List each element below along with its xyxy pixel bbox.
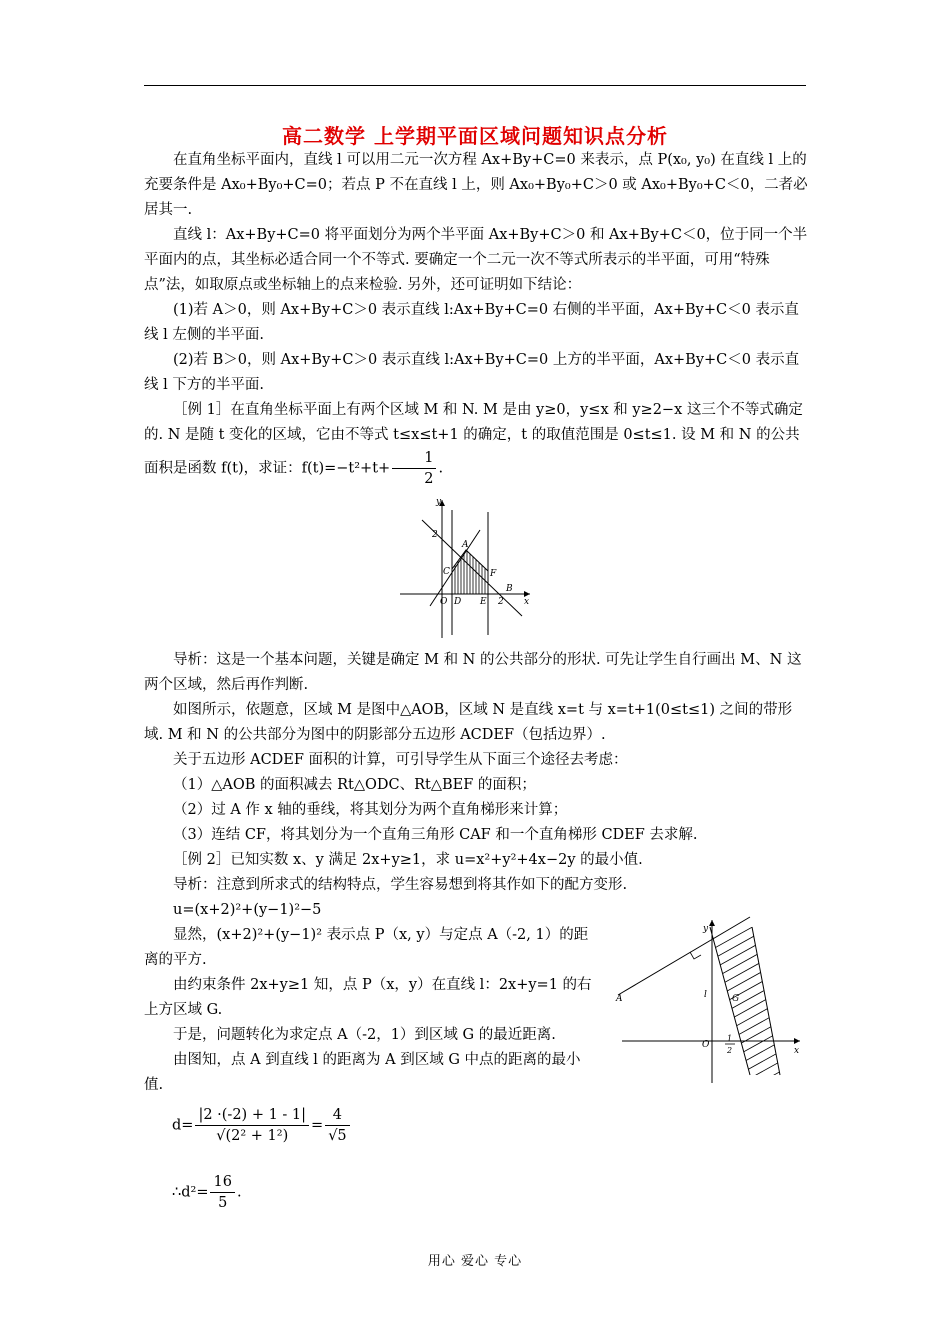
point-D: D (454, 597, 462, 607)
distance-meaning: 显然，(x+2)²+(y−1)² 表示点 P（x, y）与定点 A（-2, 1）的距离的平方. (144, 927, 589, 968)
method-2: （2）过 A 作 x 轴的垂线，将其划分为两个直角梯形来计算； (173, 802, 568, 818)
figure-1-diagram (400, 490, 540, 640)
tick-half-den: 2 (727, 1046, 733, 1055)
example-2-analysis: 导析：注意到所求式的结构特点，学生容易想到将其作如下的配方变形. (173, 877, 628, 893)
example-1-paragraph: ［例 1］在直角坐标平面上有两个区域 M 和 N. M 是由 y≥0，y≤x 和 y≥2−x 这三个不等式确定的. N 是随 t 变化的区域，它由不等式 t≤x≤t+1 的确定，t 的取值范围是 0≤t≤1. 设 M 和 N 的公共面积是函数 f(t)，求证：f(t)=−t²+t+ $\frac{1}{2}$ . (144, 402, 803, 487)
conclusion-2: (2)若 B＞0，则 Ax+By+C＞0 表示直线 l:Ax+By+C=0 上方的半平面，Ax+By+C＜0 表示直线 l 下方的半平面. (144, 352, 800, 393)
constraint-region: 由约束条件 2x+y≥1 知，点 P（x，y）在直线 l：2x+y=1 的右上方区域 G. (144, 977, 592, 1018)
page-title: 高二数学 上学期平面区域问题知识点分析 (282, 124, 668, 148)
intro-paragraph: 在直角坐标平面内，直线 l 可以用二元一次方程 Ax+By+C=0 来表示，点 P(x₀, y₀) 在直线 l 上的充要条件是 Ax₀+By₀+C=0；若点 P 不在直线 l 上，则 Ax₀+By₀+C＞0 或 Ax₀+By₀+C＜0，二者必居其一. (144, 152, 808, 218)
method-1: （1）△AOB 的面积减去 Rt△ODC、Rt△BEF 的面积； (173, 777, 536, 793)
distance-formula: d= $\frac{|2 \cdot(-2) + 1 - 1|}{\text{√(2² + 1²)}}$ = $\frac{4}{√5}$ (172, 1105, 352, 1146)
tick-2-x: 2 (498, 597, 504, 607)
method-3: （3）连结 CF，将其划分为一个直角三角形 CAF 和一个直角梯形 CDEF 去求解. (173, 827, 698, 843)
analysis-3: 关于五边形 ACDEF 面积的计算，可引导学生从下面三个途径去考虑： (173, 752, 628, 768)
conclusion-1: (1)若 A＞0，则 Ax+By+C＞0 表示直线 l:Ax+By+C=0 右侧的半平面，Ax+By+C＜0 表示直线 l 左侧的半平面. (144, 302, 799, 343)
min-distance-note: 由图知，点 A 到直线 l 的距离为 A 到区域 G 中点的距离的最小值. (144, 1052, 581, 1093)
figure-2-diagram (612, 915, 812, 1085)
example-1-text: ［例 1］在直角坐标平面上有两个区域 M 和 N. M 是由 y≥0，y≤x 和 y≥2−x 这三个不等式确定的. N 是随 t 变化的区域，它由不等式 t≤x≤t+1 的确定，t 的取值范围是 0≤t≤1. 设 M 和 N 的公共面积是函数 f(t)，求证：f(t)=−t²+t+ (144, 402, 803, 477)
footer-text: 用心 爱心 专心 (427, 1254, 523, 1269)
distance-squared-formula: ∴d²= $\frac{16}{5}$ . (172, 1174, 242, 1211)
point-E: E (480, 597, 487, 607)
line-l-label: l (704, 990, 707, 1000)
point-A: A (462, 540, 469, 550)
u-formula: u=(x+2)²+(y−1)²−5 (173, 902, 322, 918)
axis-x-label-2: x (794, 1046, 800, 1056)
tick-2-y: 2 (432, 530, 438, 540)
header-rule (144, 85, 806, 86)
half-plane-paragraph: 直线 l：Ax+By+C=0 将平面划分为两个半平面 Ax+By+C＞0 和 Ax+By+C＜0，位于同一个半平面内的点，其坐标必适合同一个不等式. 要确定一个二元一次不等式所表示的半平面，可用“特殊点”法，如取原点或坐标轴上的点来检验. 另外，还可证明如下结论： (144, 227, 808, 293)
tick-half-num: 1 (727, 1034, 733, 1043)
region-G-label: G (732, 994, 740, 1004)
point-A-2: A (616, 994, 623, 1004)
axis-y-label: y (436, 497, 442, 507)
problem-conversion: 于是，问题转化为求定点 A（-2，1）到区域 G 的最近距离. (173, 1027, 556, 1043)
analysis-1: 导析：这是一个基本问题，关键是确定 M 和 N 的公共部分的形状. 可先让学生自行画出 M、N 这两个区域，然后再作判断. (144, 652, 802, 693)
analysis-2: 如图所示，依题意，区域 M 是图中△AOB，区域 N 是直线 x=t 与 x=t+1(0≤t≤1) 之间的带形域. M 和 N 的公共部分为图中的阴影部分五边形 ACDEF（包括边界）. (144, 702, 793, 743)
point-C: C (443, 567, 450, 577)
origin-O-2: O (702, 1040, 710, 1050)
origin-O: O (440, 597, 448, 607)
axis-y-label-2: y (703, 924, 709, 934)
point-F: F (490, 569, 497, 579)
axis-x-label: x (524, 597, 530, 607)
half-fraction: $\frac{1}{2}$ (392, 448, 436, 489)
point-B: B (506, 584, 513, 594)
example-2-paragraph: ［例 2］已知实数 x、y 满足 2x+y≥1，求 u=x²+y²+4x−2y 的最小值. (173, 852, 643, 868)
